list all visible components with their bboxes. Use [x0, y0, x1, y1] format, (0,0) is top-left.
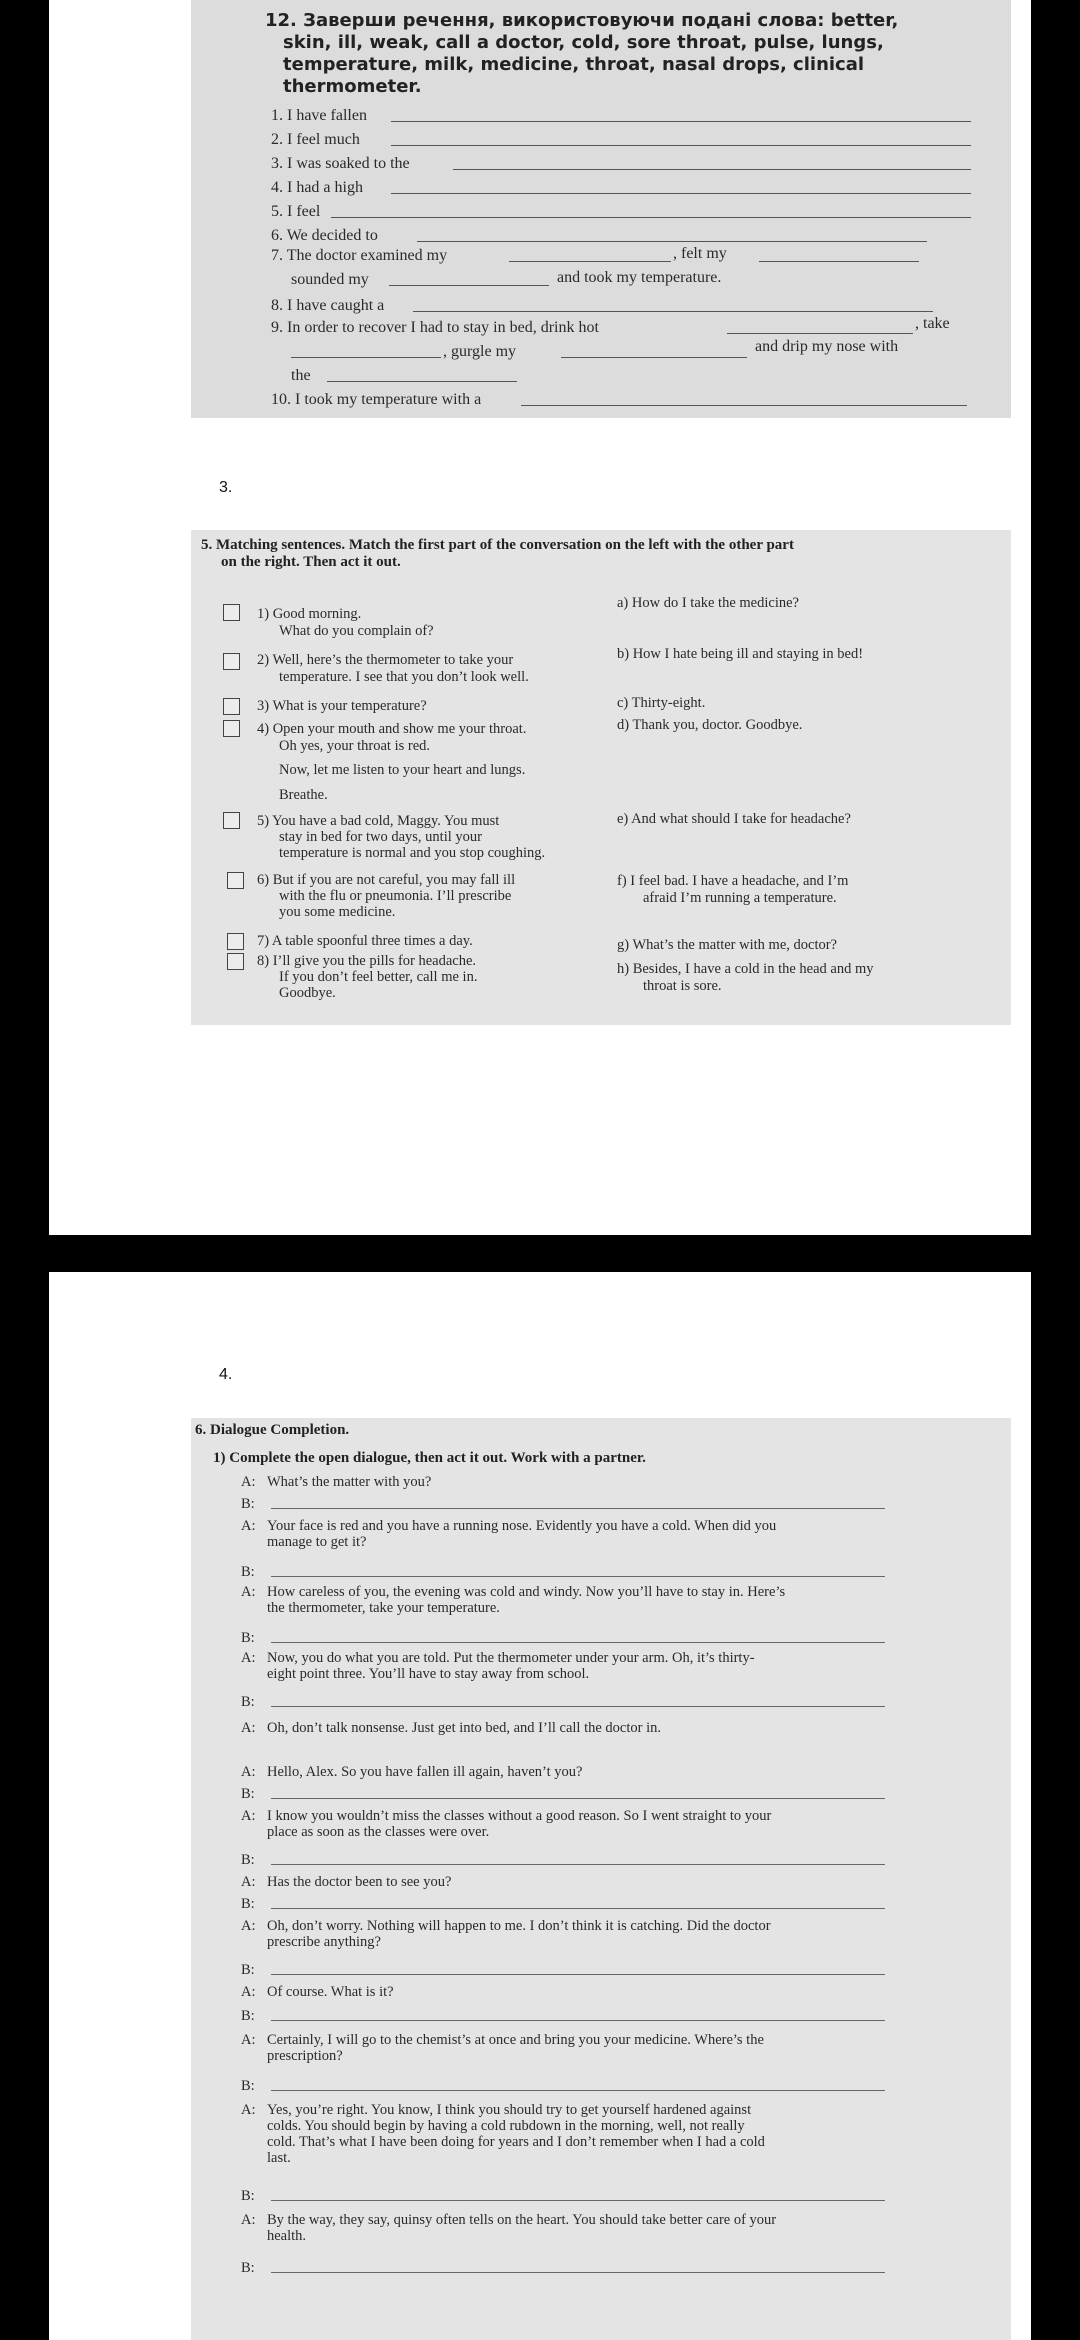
title-line: temperature, milk, medicine, throat, nasal drops, clinical — [283, 54, 865, 75]
answer-blank[interactable] — [271, 1908, 885, 1909]
line-text: place as soon as the classes were over. — [267, 1824, 490, 1840]
line-text: Your face is red and you have a running nose. Evidently you have a cold. When did you — [267, 1518, 777, 1534]
exercise-12-title — [265, 10, 925, 98]
item-2: 2. I feel much — [271, 131, 360, 148]
blank-line — [389, 285, 549, 286]
exercise-6-subheading: 1) Complete the open dialogue, then act it out. Work with a partner. — [213, 1450, 646, 1466]
exercise-12-scan — [191, 0, 1011, 418]
line-text: Now, you do what you are told. Put the thermometer under your arm. Oh, it’s thirty- — [267, 1650, 755, 1666]
answer-box-5[interactable] — [223, 812, 240, 829]
item-7: 7. The doctor examined my — [271, 247, 448, 264]
speaker-b: B: — [241, 2260, 255, 2276]
speaker-a: A: — [241, 1808, 256, 1824]
speaker-a: A: — [241, 1764, 256, 1780]
left-line: Breathe. — [279, 787, 328, 803]
exercise-5-heading-line2: on the right. Then act it out. — [221, 554, 401, 570]
exercise-5-heading: 5. Matching sentences. Match the first part of the conversation on the left with the other part — [201, 537, 794, 553]
left-line: temperature. I see that you don’t look well. — [279, 669, 529, 685]
left-line: If you don’t feel better, call me in. — [279, 969, 478, 985]
line-text: Certainly, I will go to the chemist’s at once and bring you your medicine. Where’s the — [267, 2032, 764, 2048]
line-text: What’s the matter with you? — [267, 1474, 432, 1490]
section-label-4: 4. — [219, 1366, 233, 1383]
left-line: Now, let me listen to your heart and lungs. — [279, 762, 526, 778]
exercise-6-heading: 6. Dialogue Completion. — [195, 1422, 350, 1438]
line-text: colds. You should begin by having a cold rubdown in the morning, well, not really — [267, 2118, 745, 2134]
blank-line — [413, 311, 933, 312]
left-line: 2) Well, here’s the thermometer to take your — [257, 652, 514, 668]
item-3: 3. I was soaked to the — [271, 155, 410, 172]
speaker-a: A: — [241, 1584, 256, 1600]
exercise-5-scan — [191, 530, 1011, 1025]
speaker-b: B: — [241, 1962, 255, 1978]
item-10: 10. I took my temperature with a — [271, 391, 482, 408]
blank-line — [453, 169, 971, 170]
line-text: eight point three. You’ll have to stay away from school. — [267, 1666, 590, 1682]
answer-blank[interactable] — [271, 1508, 885, 1509]
right-line: h) Besides, I have a cold in the head and my — [617, 961, 874, 977]
answer-box-7[interactable] — [227, 933, 244, 950]
line-text: Of course. What is it? — [267, 1984, 394, 2000]
speaker-a: A: — [241, 1474, 256, 1490]
blank-line — [391, 193, 971, 194]
blank-line — [391, 121, 971, 122]
right-line: a) How do I take the medicine? — [617, 595, 799, 611]
item-9-drip: and drip my nose with — [755, 338, 899, 355]
line-text: health. — [267, 2228, 307, 2244]
answer-box-6[interactable] — [227, 872, 244, 889]
answer-blank[interactable] — [271, 1798, 885, 1799]
document-page-2 — [49, 1272, 1031, 2340]
blank-line — [417, 241, 927, 242]
line-text: prescribe anything? — [267, 1934, 381, 1950]
left-line: 5) You have a bad cold, Maggy. You must — [257, 813, 500, 829]
title-line: 12. Заверши речення, використовуючи подані слова: better, — [265, 10, 899, 31]
line-text: Yes, you’re right. You know, I think you should try to get yourself hardened against — [267, 2102, 752, 2118]
answer-blank[interactable] — [271, 1864, 885, 1865]
speaker-b: B: — [241, 2188, 255, 2204]
speaker-b: B: — [241, 1496, 255, 1512]
blank-line — [331, 217, 971, 218]
item-7-felt: , felt my — [673, 245, 727, 262]
blank-line — [561, 357, 747, 358]
speaker-a: A: — [241, 1720, 256, 1736]
line-text: cold. That’s what I have been doing for years and I don’t remember when I had a cold — [267, 2134, 765, 2150]
speaker-a: A: — [241, 1518, 256, 1534]
item-9: 9. In order to recover I had to stay in bed, drink hot — [271, 319, 599, 336]
answer-box-4[interactable] — [223, 720, 240, 737]
line-text: Oh, don’t talk nonsense. Just get into bed, and I’ll call the doctor in. — [267, 1720, 661, 1736]
right-line: throat is sore. — [643, 978, 722, 994]
left-line: 1) Good morning. — [257, 606, 362, 622]
answer-blank[interactable] — [271, 1576, 885, 1577]
item-4: 4. I had a high — [271, 179, 363, 196]
answer-box-3[interactable] — [223, 698, 240, 715]
item-8: 8. I have caught a — [271, 297, 385, 314]
title-line: skin, ill, weak, call a doctor, cold, sore throat, pulse, lungs, — [283, 32, 884, 53]
answer-blank[interactable] — [271, 1706, 885, 1707]
blank-line — [509, 261, 671, 262]
answer-box-1[interactable] — [223, 604, 240, 621]
blank-line — [521, 405, 967, 406]
line-text: I know you wouldn’t miss the classes without a good reason. So I went straight to your — [267, 1808, 772, 1824]
line-text: manage to get it? — [267, 1534, 367, 1550]
answer-box-8[interactable] — [227, 953, 244, 970]
line-text: Has the doctor been to see you? — [267, 1874, 452, 1890]
line-text: prescription? — [267, 2048, 343, 2064]
line-text: Hello, Alex. So you have fallen ill again, haven’t you? — [267, 1764, 583, 1780]
blank-line — [391, 145, 971, 146]
answer-blank[interactable] — [271, 1642, 885, 1643]
right-line: f) I feel bad. I have a headache, and I’m — [617, 873, 849, 889]
right-line: afraid I’m running a temperature. — [643, 890, 837, 906]
item-9-gurgle: , gurgle my — [443, 343, 517, 360]
left-line: 8) I’ll give you the pills for headache. — [257, 953, 477, 969]
left-line: Goodbye. — [279, 985, 336, 1001]
speaker-b: B: — [241, 1786, 255, 1802]
speaker-a: A: — [241, 1874, 256, 1890]
exercise-6-scan — [191, 1418, 1011, 2340]
speaker-b: B: — [241, 1564, 255, 1580]
answer-blank[interactable] — [271, 2020, 885, 2021]
line-text: Oh, don’t worry. Nothing will happen to me. I don’t think it is catching. Did the doctor — [267, 1918, 771, 1934]
line-text: last. — [267, 2150, 291, 2166]
left-line: 3) What is your temperature? — [257, 698, 427, 714]
speaker-a: A: — [241, 2032, 256, 2048]
right-line: g) What’s the matter with me, doctor? — [617, 937, 837, 953]
item-7-line2b: and took my temperature. — [557, 269, 722, 286]
answer-blank[interactable] — [271, 2200, 885, 2201]
left-line: 4) Open your mouth and show me your throat. — [257, 721, 527, 737]
left-line: 6) But if you are not careful, you may fall ill — [257, 872, 516, 888]
speaker-a: A: — [241, 1650, 256, 1666]
blank-line — [759, 261, 919, 262]
item-6: 6. We decided to — [271, 227, 378, 244]
left-line: 7) A table spoonful three times a day. — [257, 933, 473, 949]
speaker-a: A: — [241, 1984, 256, 2000]
speaker-b: B: — [241, 1694, 255, 1710]
blank-line — [727, 333, 913, 334]
item-5: 5. I feel — [271, 203, 321, 220]
document-page-1 — [49, 0, 1031, 1235]
section-label-3: 3. — [219, 479, 233, 496]
blank-line — [291, 357, 441, 358]
speaker-b: B: — [241, 2078, 255, 2094]
speaker-b: B: — [241, 2008, 255, 2024]
blank-line — [327, 381, 517, 382]
line-text: By the way, they say, quinsy often tells on the heart. You should take better care of your — [267, 2212, 777, 2228]
left-line: with the flu or pneumonia. I’ll prescribe — [279, 888, 512, 904]
line-text: the thermometer, take your temperature. — [267, 1600, 500, 1616]
left-line: What do you complain of? — [279, 623, 434, 639]
left-line: you some medicine. — [279, 904, 396, 920]
item-7-line2: sounded my — [291, 271, 369, 288]
left-line: temperature is normal and you stop coughing. — [279, 845, 546, 861]
item-1: 1. I have fallen — [271, 107, 367, 124]
right-line: d) Thank you, doctor. Goodbye. — [617, 717, 803, 733]
answer-blank[interactable] — [271, 2090, 885, 2091]
answer-box-2[interactable] — [223, 653, 240, 670]
right-line: b) How I hate being ill and staying in bed! — [617, 646, 864, 662]
speaker-a: A: — [241, 1918, 256, 1934]
answer-blank[interactable] — [271, 2272, 885, 2273]
speaker-a: A: — [241, 2212, 256, 2228]
line-text: How careless of you, the evening was cold and windy. Now you’ll have to stay in. Here’s — [267, 1584, 786, 1600]
right-line: e) And what should I take for headache? — [617, 811, 851, 827]
speaker-a: A: — [241, 2102, 256, 2118]
speaker-b: B: — [241, 1630, 255, 1646]
speaker-b: B: — [241, 1896, 255, 1912]
left-line: stay in bed for two days, until your — [279, 829, 482, 845]
item-9-take: , take — [915, 315, 950, 332]
title-line: thermometer. — [283, 76, 422, 97]
right-line: c) Thirty-eight. — [617, 695, 706, 711]
speaker-b: B: — [241, 1852, 255, 1868]
answer-blank[interactable] — [271, 1974, 885, 1975]
item-9-the: the — [291, 367, 311, 384]
left-line: Oh yes, your throat is red. — [279, 738, 431, 754]
